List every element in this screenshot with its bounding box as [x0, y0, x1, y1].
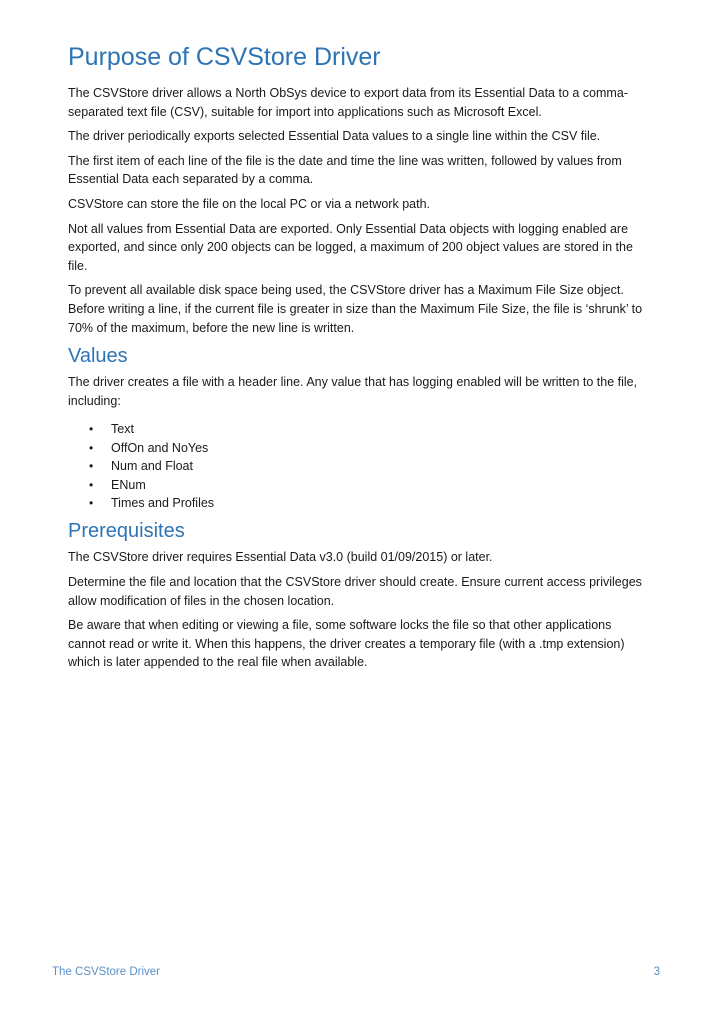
purpose-paragraph-1: The CSVStore driver allows a North ObSys device to export data from its Essential Data to a comma-separated text file (CSV), suitable for import into applications such as Microsoft Excel.: [68, 86, 628, 119]
bullet-icon: •: [89, 459, 94, 474]
purpose-heading: Purpose of CSVStore Driver: [68, 43, 381, 71]
bullet-icon: •: [89, 495, 94, 510]
bullet-icon: •: [89, 440, 94, 455]
list-item: [89, 439, 648, 457]
list-item-text: OffOn and NoYes: [111, 440, 209, 455]
prerequisites-paragraph-3: Be aware that when editing or viewing a file, some software locks the file so that other applications cannot read or write it. When this happens, the driver creates a temporary file (with a .tmp extension) which is later appended to the real file when available.: [68, 618, 625, 670]
list-item-text: Num and Float: [111, 459, 193, 474]
bullet-icon: •: [89, 477, 94, 492]
prerequisites-paragraph-1: The CSVStore driver requires Essential Data v3.0 (build 01/09/2015) or later.: [68, 550, 493, 565]
purpose-paragraph-3: The first item of each line of the file is the date and time the line was written, followed by values from Essential Data each separated by a comma.: [68, 153, 622, 187]
prerequisites-heading: Prerequisites: [68, 520, 185, 543]
values-heading: Values: [68, 345, 128, 368]
purpose-paragraph-4: CSVStore can store the file on the local PC or via a network path.: [68, 196, 430, 211]
list-item: [89, 476, 648, 494]
values-list: [68, 420, 648, 512]
list-item-text: Text: [111, 422, 134, 437]
list-item: [89, 420, 648, 438]
list-item-text: ENum: [111, 477, 146, 492]
values-intro: The driver creates a file with a header line. Any value that has logging enabled will be written to the file, including:: [68, 375, 638, 408]
footer-title: The CSVStore Driver: [52, 966, 161, 978]
page-number: 3: [653, 966, 660, 978]
list-item: [89, 494, 648, 512]
prerequisites-paragraph-2: Determine the file and location that the CSVStore driver should create. Ensure current access privileges allow modification of files in the chosen location.: [68, 574, 642, 608]
purpose-paragraph-5: Not all values from Essential Data are exported. Only Essential Data objects with logging enabled are exported, and since only 200 objects can be logged, a maximum of 200 object values are stored in the file.: [68, 221, 633, 273]
list-item: [89, 457, 648, 475]
purpose-paragraph-2: The driver periodically exports selected Essential Data values to a single line within the CSV file.: [68, 129, 601, 144]
purpose-paragraph-6: To prevent all available disk space being used, the CSVStore driver has a Maximum File Size object. Before writing a line, if the current file is greater in size than the Maximum File Size, the file is ‘shrunk’ to 70% of the maximum, before the new line is written.: [68, 283, 643, 335]
document-body: [68, 40, 648, 678]
bullet-icon: •: [89, 422, 94, 437]
list-item-text: Times and Profiles: [111, 495, 215, 510]
